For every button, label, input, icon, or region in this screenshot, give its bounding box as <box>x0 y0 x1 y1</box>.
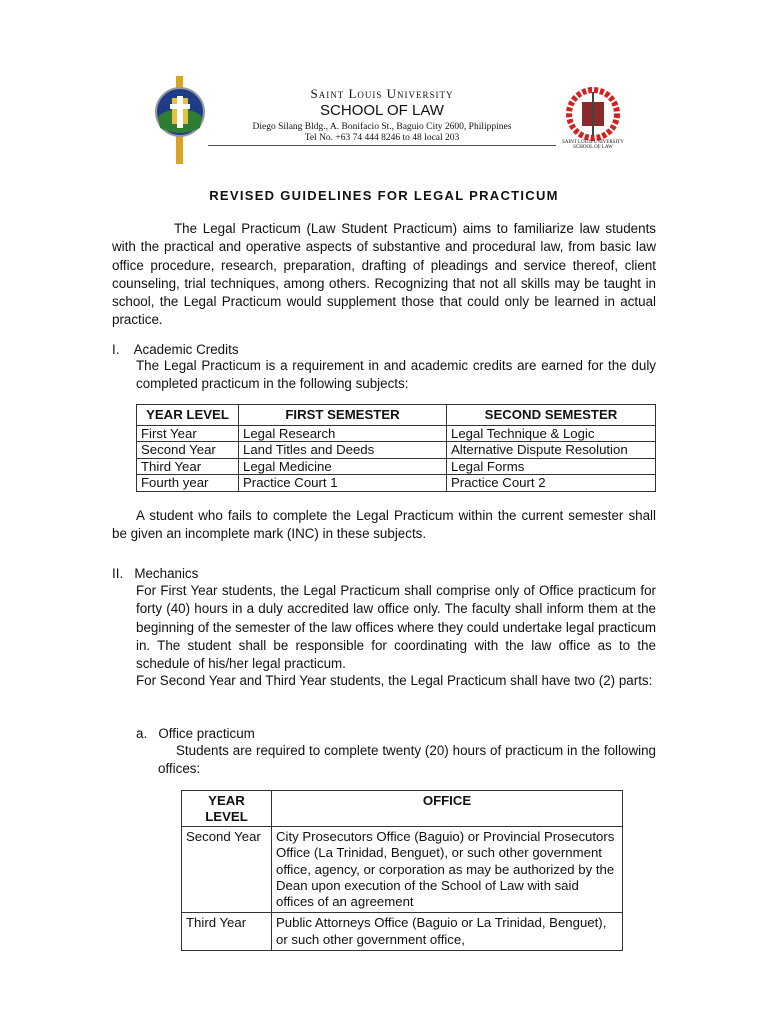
cell: Third Year <box>137 458 239 475</box>
inc-note: A student who fails to complete the Legal Practicum within the current semester shall be given an incomplete mark (INC) in these subjects. <box>112 508 656 542</box>
column-header: OFFICE <box>272 791 623 827</box>
saint-louis-university-seal-logo <box>150 72 210 168</box>
cell: Practice Court 1 <box>239 475 447 492</box>
cell: First Year <box>137 425 239 442</box>
header-divider <box>208 145 556 146</box>
column-header: FIRST SEMESTER <box>239 405 447 426</box>
table-row <box>137 425 656 442</box>
cell: Alternative Dispute Resolution <box>447 442 656 459</box>
address: Diego Silang Bldg., A. Bonifacio St., Baguio City 2600, Philippines <box>252 122 512 132</box>
cell: Legal Forms <box>447 458 656 475</box>
table-row <box>137 458 656 475</box>
cell: Legal Medicine <box>239 458 447 475</box>
cell: Land Titles and Deeds <box>239 442 447 459</box>
school-name: SCHOOL OF LAW <box>320 102 444 119</box>
table-row <box>182 827 623 913</box>
telephone: Tel No. +63 74 444 8246 to 48 local 203 <box>304 133 460 143</box>
logo-caption: SAINT LOUIS UNIVERSITY SCHOOL OF LAW <box>562 140 624 150</box>
mechanics-first-year: For First Year students, the Legal Practicum shall comprise only of Office practicum for forty (40) hours in a duly accredited law office only. The faculty shall inform them at the beginning of the semester of the law offices where they could undertake legal practicum in. The student shall be responsible for coordinating with the law office as to the schedule of his/her legal practicum. <box>136 583 656 672</box>
cell: Second Year <box>182 827 272 913</box>
document-title: REVISED GUIDELINES FOR LEGAL PRACTICUM <box>209 188 559 203</box>
table-row <box>137 475 656 492</box>
table-header-row <box>182 791 623 827</box>
mechanics-second-third-year: For Second Year and Third Year students, the Legal Practicum shall have two (2) parts: <box>136 673 653 688</box>
cell: Fourth year <box>137 475 239 492</box>
offices-table <box>181 790 623 951</box>
office-practicum-text: Students are required to complete twenty (20) hours of practicum in the following offices: <box>158 743 656 777</box>
section-mechanics-heading: II. Mechanics <box>112 566 199 581</box>
intro-paragraph: The Legal Practicum (Law Student Practicum) aims to familiarize law students with the practical and operative aspects of substantive and procedural law, from basic law office procedure, research, preparation, drafting of pleadings and service thereof, client counseling, trial techniques, among others. Recognizing that not all skills may be taught in school, the Legal Practicum would supplement those that could only be learned in actual practice. <box>112 221 656 328</box>
cell: Second Year <box>137 442 239 459</box>
cell: Third Year <box>182 913 272 951</box>
cell: Legal Research <box>239 425 447 442</box>
office-practicum-heading: a. Office practicum <box>136 726 255 741</box>
subjects-table <box>136 404 656 492</box>
column-header: YEAR LEVEL <box>137 405 239 426</box>
table-row <box>182 913 623 951</box>
column-header: YEAR LEVEL <box>182 791 272 827</box>
section-academic-credits-heading: I. Academic Credits <box>112 342 239 357</box>
cell: Legal Technique & Logic <box>447 425 656 442</box>
cell: City Prosecutors Office (Baguio) or Provincial Prosecutors Office (La Trinidad, Benguet), or such other government office, agency, or corporation as may be authorized by the Dean upon execution of the School of Law with said offices of an agreement <box>272 827 623 913</box>
university-name: Saint Louis University <box>310 86 454 101</box>
table-header-row <box>137 405 656 426</box>
table-row <box>137 442 656 459</box>
cell: Public Attorneys Office (Baguio or La Trinidad, Benguet), or such other government office, <box>272 913 623 951</box>
cell: Practice Court 2 <box>447 475 656 492</box>
academic-credits-text: The Legal Practicum is a requirement in and academic credits are earned for the duly completed practicum in the following subjects: <box>136 358 656 392</box>
column-header: SECOND SEMESTER <box>447 405 656 426</box>
